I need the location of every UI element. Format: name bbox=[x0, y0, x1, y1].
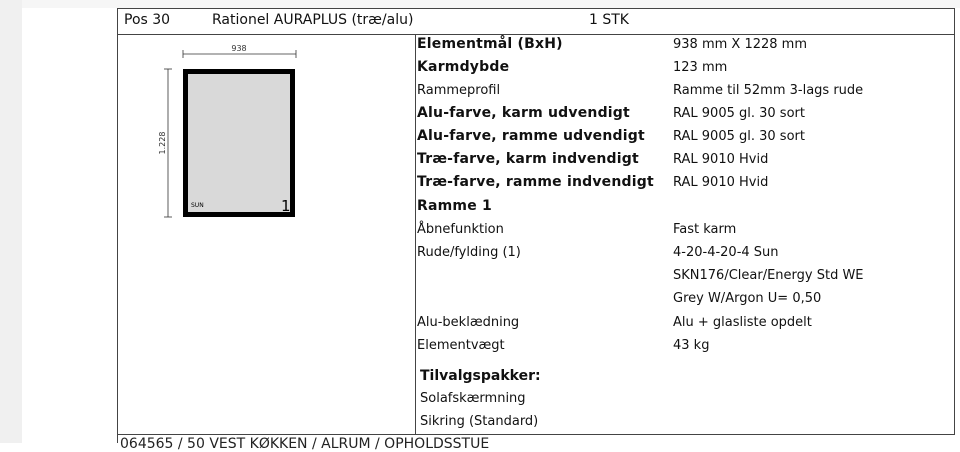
spec-label: Elementvægt bbox=[417, 338, 505, 353]
column-divider bbox=[415, 34, 416, 435]
spec-value: 43 kg bbox=[673, 338, 710, 353]
spec-value: Grey W/Argon U= 0,50 bbox=[673, 291, 822, 306]
sash-number-label: 1 bbox=[281, 197, 291, 215]
spec-value: 123 mm bbox=[673, 60, 728, 75]
quantity: 1 STK bbox=[589, 12, 629, 28]
spec-label: Træ-farve, karm indvendigt bbox=[417, 151, 639, 167]
height-dimension-label: 1.228 bbox=[158, 131, 167, 155]
table-right-border bbox=[954, 8, 955, 435]
glass-code-label: SUN bbox=[191, 202, 204, 209]
left-gutter bbox=[0, 0, 22, 443]
spec-label: Træ-farve, ramme indvendigt bbox=[417, 174, 654, 190]
product-title: Rationel AURAPLUS (træ/alu) bbox=[212, 12, 414, 28]
spec-value: SKN176/Clear/Energy Std WE bbox=[673, 268, 864, 283]
spec-value: RAL 9005 gl. 30 sort bbox=[673, 129, 805, 144]
next-row-partial-text: 064565 / 50 VEST KØKKEN / ALRUM / OPHOLDSSTUE bbox=[120, 436, 490, 452]
spec-label: Rude/fylding (1) bbox=[417, 245, 521, 260]
table-bottom-border bbox=[117, 434, 955, 435]
spec-value: RAL 9010 Hvid bbox=[673, 175, 769, 190]
window-drawing bbox=[117, 35, 415, 265]
spec-value: 938 mm X 1228 mm bbox=[673, 37, 807, 52]
position-number: Pos 30 bbox=[124, 12, 171, 28]
spec-label: Alu-farve, ramme udvendigt bbox=[417, 128, 645, 144]
table-top-border bbox=[117, 8, 955, 9]
window-drawing-svg bbox=[117, 35, 415, 265]
spec-label: Ramme 1 bbox=[417, 198, 492, 214]
window-frame bbox=[186, 72, 293, 215]
option-item: Solafskærmning bbox=[420, 391, 526, 406]
top-strip bbox=[22, 0, 960, 8]
spec-value: 4-20-4-20-4 Sun bbox=[673, 245, 779, 260]
spec-label: Elementmål (BxH) bbox=[417, 36, 563, 52]
position-table bbox=[117, 8, 955, 443]
options-heading: Tilvalgspakker: bbox=[420, 368, 541, 384]
spec-label: Åbnefunktion bbox=[417, 222, 504, 237]
spec-value: RAL 9010 Hvid bbox=[673, 152, 769, 167]
spec-value: Alu + glasliste opdelt bbox=[673, 315, 812, 330]
spec-value: RAL 9005 gl. 30 sort bbox=[673, 106, 805, 121]
spec-label: Alu-farve, karm udvendigt bbox=[417, 105, 630, 121]
width-dimension-label: 938 bbox=[231, 44, 247, 53]
option-item: Sikring (Standard) bbox=[420, 414, 539, 429]
spec-label: Karmdybde bbox=[417, 59, 510, 75]
spec-label: Alu-beklædning bbox=[417, 315, 520, 330]
spec-value: Fast karm bbox=[673, 222, 737, 237]
spec-label: Rammeprofil bbox=[417, 83, 501, 98]
spec-value: Ramme til 52mm 3-lags rude bbox=[673, 83, 864, 98]
